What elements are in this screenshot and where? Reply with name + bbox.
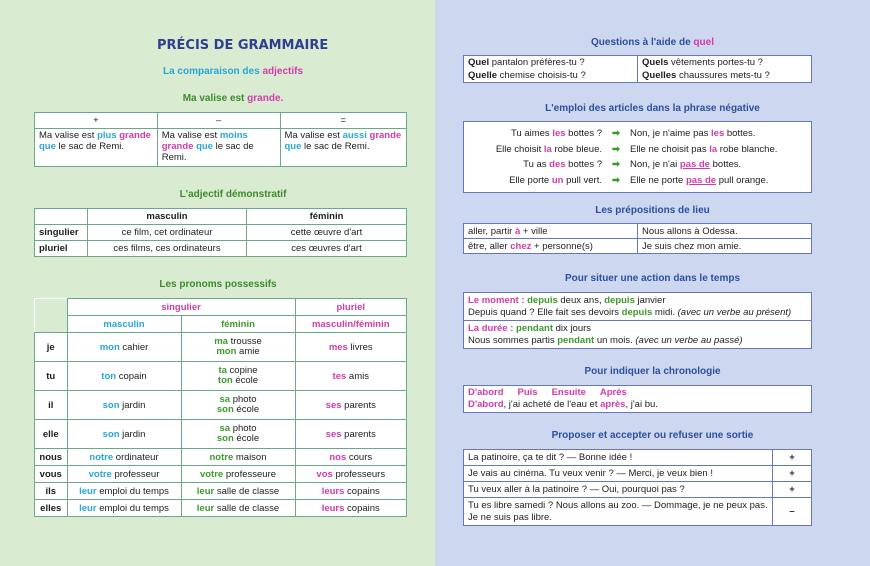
comparison-cell-plus	[35, 129, 158, 167]
possessive-fem-cell	[181, 449, 295, 466]
possessive-adj: ta	[218, 365, 227, 376]
possessive-masc-cell	[67, 449, 181, 466]
question-keyword: Quelles	[642, 70, 677, 81]
cell-rest: le sac de Remi.	[55, 141, 125, 152]
preposition-text: + ville	[520, 225, 548, 237]
negative-text: robe bleue.	[551, 143, 602, 155]
cell-text: Ma valise est	[284, 130, 343, 141]
chronology-text: , j'ai bu.	[625, 399, 658, 410]
time-text: Nous sommes partis	[468, 334, 558, 346]
comparison-example-text: Ma valise est	[182, 93, 248, 104]
possessive-noun: école	[235, 375, 259, 386]
possessive-fem-cell	[181, 333, 295, 362]
possessive-noun: livres	[350, 341, 373, 353]
arrow-right-icon: ➡	[612, 174, 620, 186]
possessive-adj: notre	[209, 451, 234, 463]
negative-question	[464, 173, 602, 189]
possessive-pl-cell	[295, 483, 407, 500]
possessive-corner	[35, 299, 68, 333]
negative-article: la	[543, 143, 552, 155]
negative-text: Non, je n'aime pas	[630, 128, 712, 139]
prepositions-table	[463, 223, 812, 254]
possessive-masc-cell	[67, 466, 181, 483]
possessive-col-fem: féminin	[181, 316, 295, 333]
negative-text: Elle ne porte	[630, 174, 686, 186]
preposition-example: Nous allons à Odessa.	[638, 224, 812, 239]
possessive-noun: salle de classe	[216, 502, 280, 514]
question-text: chaussures mets-tu ?	[676, 70, 770, 81]
possessive-adj: ses	[325, 399, 342, 411]
chronology-word: Ensuite	[551, 387, 586, 398]
chronology-word: après	[600, 399, 626, 410]
negative-row	[464, 126, 811, 142]
possessive-adj: mon	[99, 341, 120, 353]
negative-text: Tu as	[523, 159, 550, 170]
demonstrative-heading: L'adjectif démonstratif	[179, 189, 287, 200]
negative-text: bottes ?	[565, 159, 602, 170]
preposition-text: être, aller	[468, 240, 511, 252]
negative-answer	[630, 142, 777, 158]
time-text: deux ans,	[557, 294, 605, 306]
possessive-adj: sa	[219, 423, 231, 434]
negative-text: Elle choisit	[495, 143, 544, 155]
cell-text: Ma valise est	[161, 130, 220, 141]
cell-adjective: grande	[369, 130, 402, 141]
outing-text: Tu veux aller à la patinoire ? — Oui, pourquoi pas ?	[464, 482, 773, 498]
outing-sign: +	[773, 466, 812, 482]
negative-article: pas de	[685, 174, 717, 186]
possessive-heading: Les pronoms possessifs	[159, 279, 277, 290]
possessive-person: elle	[35, 420, 68, 449]
possessive-noun: copain	[118, 370, 147, 382]
time-keyword: pendant	[557, 334, 595, 346]
possessive-masc-cell	[67, 420, 181, 449]
possessive-noun: copains	[347, 502, 380, 514]
possessive-pl-cell	[295, 500, 407, 517]
time-note: (avec un verbe au passé)	[635, 334, 743, 346]
questions-heading	[435, 37, 870, 48]
time-table	[463, 292, 812, 349]
possessive-adj: mon	[216, 346, 237, 357]
outing-sign: +	[773, 450, 812, 466]
possessive-adj: ton	[101, 370, 117, 382]
possessive-adj: ma	[214, 336, 228, 347]
cell-adjective: grande	[161, 141, 194, 152]
questions-heading-keyword: quel	[693, 37, 714, 48]
possessive-noun: amie	[239, 346, 260, 357]
negative-text: bottes ?	[565, 128, 602, 139]
preposition-keyword: chez	[510, 240, 532, 252]
possessive-person: nous	[35, 449, 68, 466]
possessive-pl-cell	[295, 333, 407, 362]
comparison-cell-minus	[157, 129, 280, 167]
negative-text: bottes.	[709, 159, 742, 170]
negative-article: des	[549, 159, 566, 170]
possessive-noun: parents	[344, 399, 376, 411]
time-text: janvier	[634, 294, 666, 306]
demonstrative-corner	[35, 209, 88, 225]
question-text: chemise choisis-tu ?	[497, 70, 586, 81]
page-title: PRÉCIS DE GRAMMAIRE	[157, 38, 329, 53]
possessive-masc-cell	[67, 483, 181, 500]
prepositions-heading: Les prépositions de lieu	[595, 205, 710, 216]
negative-row	[464, 142, 811, 158]
cell-que: que	[284, 141, 302, 152]
cell-rest: le sac de Remi.	[161, 141, 254, 163]
time-keyword: depuis	[604, 294, 635, 306]
negative-answer	[630, 157, 741, 173]
cell-que: que	[39, 141, 56, 152]
possessive-noun: jardin	[122, 428, 146, 440]
possessive-adj: son	[102, 399, 120, 411]
possessive-noun: amis	[348, 370, 369, 382]
possessive-fem-cell	[181, 362, 295, 391]
cell-que: que	[196, 141, 213, 152]
negative-article: la	[709, 143, 718, 155]
negative-text: Non, je n'ai	[630, 159, 680, 170]
time-text: Depuis quand ? Elle fait ses devoirs	[468, 306, 622, 318]
possessive-adj: leurs	[321, 502, 345, 514]
negative-article: un	[551, 174, 564, 186]
time-label: Le moment :	[468, 294, 528, 306]
question-keyword: Quels	[642, 57, 669, 68]
cell-rest: le sac de Remi.	[301, 141, 370, 152]
chronology-text: , j'ai acheté de l'eau et	[503, 399, 601, 410]
chronology-box	[464, 386, 812, 413]
possessive-noun: emploi du temps	[99, 502, 169, 514]
negative-heading: L'emploi des articles dans la phrase négative	[545, 103, 760, 114]
negative-article: les	[552, 128, 566, 139]
negative-text: pull vert.	[563, 174, 602, 186]
cell-keyword: plus	[97, 130, 117, 141]
question-cell	[464, 69, 638, 83]
possessive-pl-cell	[295, 420, 407, 449]
comparison-example-keyword: grande.	[247, 93, 284, 104]
possessive-noun: ordinateur	[115, 451, 159, 463]
arrow-right-icon: ➡	[612, 159, 620, 170]
possessive-person: elles	[35, 500, 68, 517]
possessive-person: ils	[35, 483, 68, 500]
arrow-right-icon: ➡	[612, 143, 620, 155]
questions-table	[463, 55, 812, 83]
possessive-person: je	[35, 333, 68, 362]
possessive-noun: salle de classe	[216, 485, 280, 497]
possessive-adj: son	[216, 433, 234, 444]
cell-keyword: moins	[219, 130, 248, 141]
outing-sign: +	[773, 482, 812, 498]
negative-question	[464, 142, 602, 158]
time-note: (avec un verbe au présent)	[677, 306, 792, 318]
possessive-pl-cell	[295, 391, 407, 420]
outing-sign: –	[773, 498, 812, 526]
possessive-noun: maison	[235, 451, 267, 463]
chronology-word: Puis	[517, 387, 538, 398]
possessive-noun: école	[236, 404, 260, 415]
negative-table	[463, 121, 812, 193]
outing-text: Je vais au cinéma. Tu veux venir ? — Merci, je veux bien !	[464, 466, 773, 482]
demonstrative-row-label: singulier	[35, 225, 88, 241]
possessive-noun: copains	[347, 485, 380, 497]
possessive-pl-cell	[295, 466, 407, 483]
arrow-right-icon: ➡	[612, 128, 620, 139]
comparison-cell-equal	[280, 129, 407, 167]
possessive-adj: son	[216, 404, 234, 415]
outing-text: Tu es libre samedi ? Nous allons au zoo. — Dommage, je ne peux pas. Je ne suis pas libre.	[464, 498, 773, 526]
possessive-noun: professeur	[114, 468, 160, 480]
negative-text: Elle ne choisit pas	[630, 143, 710, 155]
preposition-rule	[464, 239, 638, 254]
possessive-table	[34, 298, 407, 517]
possessive-adj: nos	[329, 451, 347, 463]
outing-table	[463, 449, 812, 526]
possessive-masc-cell	[67, 333, 181, 362]
comparison-heading-text: La comparaison des	[162, 66, 263, 77]
question-keyword: Quelle	[468, 70, 498, 81]
negative-row	[464, 173, 811, 189]
preposition-text: + personne(s)	[531, 240, 593, 252]
comparison-table	[34, 112, 407, 167]
possessive-fem-cell	[181, 391, 295, 420]
comparison-heading-keyword: adjectifs	[262, 66, 304, 77]
possessive-fem-cell	[181, 500, 295, 517]
comparison-col-minus: –	[157, 113, 280, 129]
negative-answer	[630, 126, 755, 142]
possessive-fem-cell	[181, 420, 295, 449]
negative-question	[464, 157, 602, 173]
possessive-fem-cell	[181, 466, 295, 483]
negative-box	[464, 122, 812, 193]
demonstrative-cell: cette œuvre d'art	[247, 225, 407, 241]
outing-text: La patinoire, ça te dit ? — Bonne idée !	[464, 450, 773, 466]
possessive-pl-cell	[295, 362, 407, 391]
time-text: midi.	[652, 306, 678, 318]
possessive-adj: sa	[219, 394, 231, 405]
demonstrative-cell: ces œuvres d'art	[247, 241, 407, 257]
negative-text: Tu aimes	[510, 128, 553, 139]
question-text: pantalon préfères-tu ?	[489, 57, 585, 68]
possessive-noun: professeurs	[335, 468, 386, 480]
possessive-noun: copine	[229, 365, 258, 376]
question-keyword: Quel	[468, 57, 490, 68]
possessive-noun: école	[236, 433, 260, 444]
question-cell	[638, 69, 812, 83]
possessive-group-singular: singulier	[67, 299, 295, 316]
time-text: un mois.	[594, 334, 636, 346]
negative-text: bottes.	[724, 128, 756, 139]
right-page	[435, 0, 870, 566]
possessive-col-masc: masculin	[67, 316, 181, 333]
possessive-group-plural: pluriel	[295, 299, 407, 316]
possessive-adj: votre	[199, 468, 224, 480]
comparison-example	[0, 93, 466, 104]
possessive-adj: vos	[316, 468, 333, 480]
chronology-heading: Pour indiquer la chronologie	[584, 366, 721, 377]
chronology-word: D'abord	[468, 387, 504, 398]
possessive-noun: trousse	[230, 336, 262, 347]
comparison-heading	[0, 66, 466, 77]
preposition-keyword: à	[515, 225, 521, 237]
time-keyword: depuis	[527, 294, 558, 306]
question-cell	[638, 56, 812, 70]
preposition-text: aller, partir	[468, 225, 515, 237]
negative-article: les	[711, 128, 725, 139]
preposition-rule	[464, 224, 638, 239]
question-text: vêtements portes-tu ?	[668, 57, 763, 68]
possessive-noun: photo	[232, 394, 257, 405]
time-text: dix jours	[553, 322, 592, 334]
negative-text: pull orange.	[716, 174, 769, 186]
possessive-fem-cell	[181, 483, 295, 500]
demonstrative-cell: ce film, cet ordinateur	[88, 225, 247, 241]
possessive-adj: leur	[79, 502, 97, 514]
time-keyword: pendant	[516, 322, 553, 334]
possessive-noun: cours	[348, 451, 373, 463]
negative-text: Elle porte	[509, 174, 552, 186]
questions-heading-text: Questions à l'aide de	[591, 37, 694, 48]
possessive-adj: ton	[217, 375, 233, 386]
possessive-masc-cell	[67, 391, 181, 420]
time-keyword: depuis	[621, 306, 653, 318]
possessive-col-pl: masculin/féminin	[295, 316, 407, 333]
negative-answer	[630, 173, 768, 189]
possessive-noun: photo	[232, 423, 257, 434]
possessive-adj: mes	[328, 341, 348, 353]
possessive-pl-cell	[295, 449, 407, 466]
possessive-adj: votre	[88, 468, 112, 480]
possessive-adj: ses	[325, 428, 342, 440]
demonstrative-table	[34, 208, 407, 257]
outing-heading: Proposer et accepter ou refuser une sortie	[551, 430, 754, 441]
time-label: La durée :	[468, 322, 517, 334]
negative-question	[464, 126, 602, 142]
possessive-person: tu	[35, 362, 68, 391]
demonstrative-row-label: pluriel	[35, 241, 88, 257]
possessive-noun: emploi du temps	[99, 485, 169, 497]
possessive-masc-cell	[67, 500, 181, 517]
possessive-person: il	[35, 391, 68, 420]
question-cell	[464, 56, 638, 70]
negative-text: robe blanche.	[717, 143, 778, 155]
possessive-noun: professeure	[225, 468, 277, 480]
possessive-noun: cahier	[122, 341, 149, 353]
chronology-table	[463, 385, 812, 413]
possessive-adj: notre	[89, 451, 114, 463]
time-moment	[464, 293, 812, 321]
demonstrative-cell: ces films, ces ordinateurs	[88, 241, 247, 257]
chronology-word: Après	[599, 387, 627, 398]
possessive-masc-cell	[67, 362, 181, 391]
possessive-noun: parents	[344, 428, 376, 440]
possessive-adj: leur	[196, 502, 215, 514]
demonstrative-col-masc: masculin	[88, 209, 247, 225]
negative-article: pas de	[679, 159, 710, 170]
possessive-adj: leur	[196, 485, 215, 497]
possessive-adj: tes	[332, 370, 347, 382]
possessive-adj: leurs	[321, 485, 345, 497]
possessive-adj: son	[102, 428, 120, 440]
demonstrative-col-fem: féminin	[247, 209, 407, 225]
comparison-col-equal: =	[280, 113, 407, 129]
comparison-col-plus: +	[35, 113, 158, 129]
time-heading: Pour situer une action dans le temps	[564, 273, 741, 284]
time-duration	[464, 321, 812, 349]
cell-adjective: grande	[119, 130, 151, 141]
negative-row	[464, 157, 811, 173]
cell-text: Ma valise est	[39, 130, 98, 141]
cell-keyword: aussi	[342, 130, 367, 141]
chronology-word: D'abord	[468, 399, 504, 410]
possessive-person: vous	[35, 466, 68, 483]
possessive-adj: leur	[79, 485, 97, 497]
preposition-example: Je suis chez mon amie.	[638, 239, 812, 254]
possessive-noun: jardin	[122, 399, 146, 411]
